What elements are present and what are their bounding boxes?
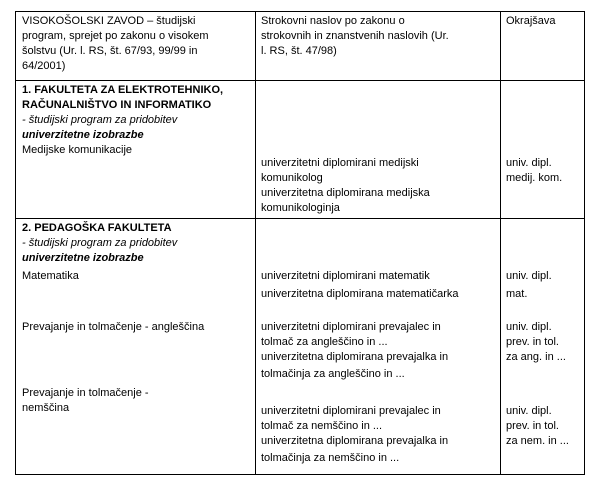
section2-row2-abbr-line1: univ. dipl. xyxy=(506,321,552,333)
section2-row2-title-line4: tolmačinja za angleščino in ... xyxy=(261,368,405,380)
section2-title: 2. PEDAGOŠKA FAKULTETA xyxy=(22,222,172,234)
section1-program-type: univerzitetne izobrazbe xyxy=(22,129,144,141)
section2-row3-abbr-line1: univ. dipl. xyxy=(506,405,552,417)
section1-title-line2: RAČUNALNIŠTVO IN INFORMATIKO xyxy=(22,99,212,111)
section1-abbr-line2: medij. kom. xyxy=(506,172,563,184)
section2-row1-abbr-line1: univ. dipl. xyxy=(506,270,552,282)
table-column-divider-2 xyxy=(500,11,501,475)
header-col2-line1: Strokovni naslov po zakonu o xyxy=(261,15,405,27)
section2-row1-abbr-line2: mat. xyxy=(506,288,528,300)
section2-program-type: univerzitetne izobrazbe xyxy=(22,252,144,264)
section2-row3-program-line2: nemščina xyxy=(22,402,70,414)
section2-program-note: - študijski program za pridobitev xyxy=(22,237,178,249)
section1-title-f-line1: univerzitetna diplomirana medijska xyxy=(261,187,430,199)
section1-program-note: - študijski program za pridobitev xyxy=(22,114,178,126)
section2-row3-abbr-line2: prev. in tol. xyxy=(506,420,559,432)
section2-row3-title-line1: univerzitetni diplomirani prevajalec in xyxy=(261,405,441,417)
section1-abbr-line1: univ. dipl. xyxy=(506,157,552,169)
section2-row3-title-line2: tolmač za nemščino in ... xyxy=(261,420,383,432)
table-border-left xyxy=(15,11,16,475)
section1-title-f-line2: komunikologinja xyxy=(261,202,340,214)
section2-row2-abbr-line2: prev. in tol. xyxy=(506,336,559,348)
section1-title-m-line2: komunikolog xyxy=(261,172,323,184)
section2-row3-abbr-line3: za nem. in ... xyxy=(506,435,569,447)
section1-title-m-line1: univerzitetni diplomirani medijski xyxy=(261,157,419,169)
section2-row3-title-line4: tolmačinja za nemščino in ... xyxy=(261,452,400,464)
section1-title-line1: 1. FAKULTETA ZA ELEKTROTEHNIKO, xyxy=(22,84,224,96)
header-col1-line4: 64/2001) xyxy=(22,60,66,72)
table-column-divider-1 xyxy=(255,11,256,475)
section2-row2-title-line3: univerzitetna diplomirana prevajalka in xyxy=(261,351,449,363)
header-col1-line3: šolstvu (Ur. l. RS, št. 67/93, 99/99 in xyxy=(22,45,198,57)
section2-row3-title-line3: univerzitetna diplomirana prevajalka in xyxy=(261,435,449,447)
section2-row1-program: Matematika xyxy=(22,270,79,282)
header-col2-line2: strokovnih in znanstvenih naslovih (Ur. xyxy=(261,30,449,42)
section2-row1-title-m: univerzitetni diplomirani matematik xyxy=(261,270,430,282)
header-col2-line3: l. RS, št. 47/98) xyxy=(261,45,337,57)
header-col3-line1: Okrajšava xyxy=(506,15,556,27)
section1-program: Medijske komunikacije xyxy=(22,144,133,156)
section2-row2-abbr-line3: za ang. in ... xyxy=(506,351,566,363)
header-col1-line2: program, sprejet po zakonu o visokem xyxy=(22,30,209,42)
header-col1-line1: VISOKOŠOLSKI ZAVOD – študijski xyxy=(22,15,196,27)
section2-row2-title-line1: univerzitetni diplomirani prevajalec in xyxy=(261,321,441,333)
section2-row1-title-f: univerzitetna diplomirana matematičarka xyxy=(261,288,459,300)
section2-row2-program: Prevajanje in tolmačenje - angleščina xyxy=(22,321,205,333)
section2-row3-program-line1: Prevajanje in tolmačenje - xyxy=(22,387,149,399)
table-border-right xyxy=(584,11,585,475)
section2-row2-title-line2: tolmač za angleščino in ... xyxy=(261,336,388,348)
